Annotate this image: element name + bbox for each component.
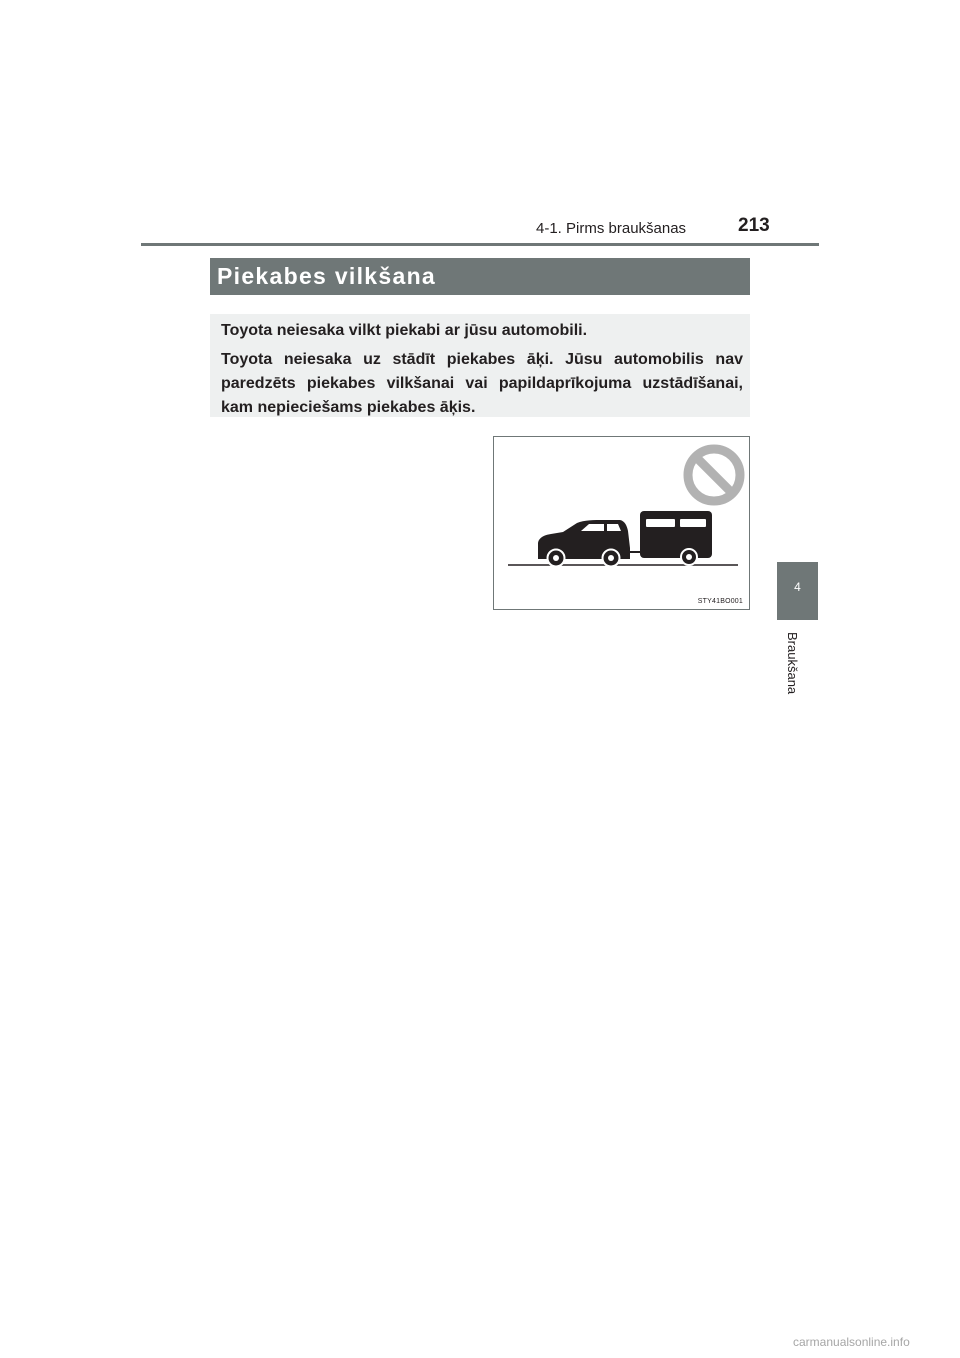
intro-paragraph-2: Toyota neiesaka uz stādīt piekabes āķi. Jūsu automobilis nav paredzēts piekabes vilkšanai vai papildaprīkojuma uzstādīšanai, kam nepieciešams piekabes āķis. <box>221 351 743 416</box>
intro-paragraph-1: Toyota neiesaka vilkt piekabi ar jūsu automobili. <box>221 322 588 339</box>
section-title: Piekabes vilkšana <box>217 263 437 289</box>
page-number: 213 <box>738 215 770 236</box>
illustration-figure <box>493 436 750 610</box>
watermark: carmanualsonline.info <box>793 1335 910 1349</box>
chapter-label: Braukšana <box>785 632 800 695</box>
chapter-tab <box>777 562 818 620</box>
chapter-number: 4 <box>794 580 801 594</box>
header-section-title: 4-1. Pirms braukšanas <box>536 220 687 237</box>
car-icon <box>538 520 641 567</box>
figure-code: STY41BO001 <box>697 598 743 605</box>
intro-box <box>210 314 750 417</box>
section-title-bar <box>210 258 750 295</box>
trailer-icon <box>640 511 712 565</box>
illustration-svg <box>494 437 749 609</box>
header-rule <box>141 243 819 246</box>
prohibition-icon <box>688 449 740 501</box>
